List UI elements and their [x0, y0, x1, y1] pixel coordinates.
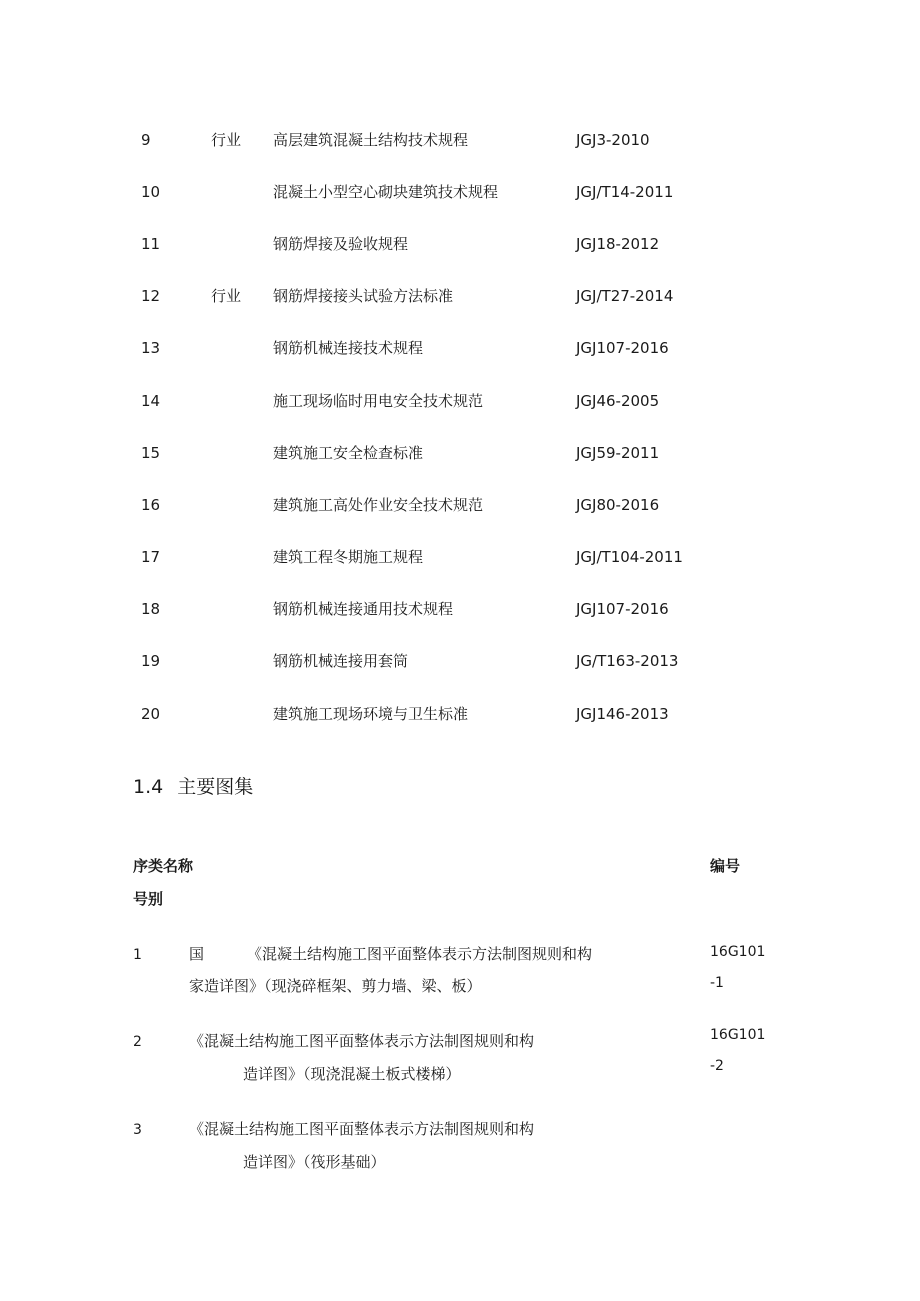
standard-code: JGJ/T27-2014	[576, 287, 674, 305]
standard-title: 建筑施工现场环境与卫生标准	[273, 705, 469, 723]
standard-number: 10	[141, 183, 161, 201]
atlas-code-line2: -1	[710, 975, 724, 991]
standard-row	[0, 490, 920, 520]
standard-title: 钢筋机械连接技术规程	[273, 339, 424, 357]
standard-code: JGJ107-2016	[576, 600, 669, 618]
standard-row	[0, 177, 920, 207]
standard-number: 19	[141, 652, 161, 670]
section-heading	[133, 773, 253, 801]
standard-number: 17	[141, 548, 161, 566]
section-title: 主要图集	[177, 776, 254, 798]
standard-number: 9	[141, 131, 151, 149]
standard-code: JGJ80-2016	[576, 496, 660, 514]
standard-row	[0, 542, 920, 572]
standard-number: 14	[141, 392, 161, 410]
standard-code: JGJ18-2012	[576, 235, 660, 253]
atlas-code-line1: 16G101	[710, 1027, 766, 1043]
standard-number: 15	[141, 444, 161, 462]
atlas-header-line2: 号别	[133, 890, 164, 908]
standard-title: 钢筋机械连接通用技术规程	[273, 600, 454, 618]
atlas-title-line1: 《混凝土结构施工图平面整体表示方法制图规则和构	[247, 945, 593, 963]
standard-title: 钢筋机械连接用套筒	[273, 652, 409, 670]
standard-number: 20	[141, 705, 161, 723]
standard-category: 行业	[211, 287, 242, 305]
standard-title: 高层建筑混凝土结构技术规程	[273, 131, 469, 149]
atlas-number: 3	[133, 1122, 142, 1138]
standard-number: 16	[141, 496, 161, 514]
standard-row	[0, 333, 920, 363]
standard-title: 钢筋焊接及验收规程	[273, 235, 409, 253]
standard-row	[0, 386, 920, 416]
atlas-category: 国	[189, 945, 205, 963]
atlas-title-line2: 造详图》（筏形基础）	[243, 1153, 386, 1171]
atlas-header-code: 编号	[710, 857, 741, 875]
standard-code: JGJ107-2016	[576, 339, 669, 357]
atlas-title-line1: 《混凝土结构施工图平面整体表示方法制图规则和构	[189, 1032, 535, 1050]
standard-code: JGJ/T14-2011	[576, 183, 674, 201]
standard-row	[0, 229, 920, 259]
atlas-number: 2	[133, 1034, 142, 1050]
standard-row	[0, 438, 920, 468]
standard-row	[0, 281, 920, 311]
atlas-code-line2: -2	[710, 1058, 724, 1074]
standard-row	[0, 125, 920, 155]
standard-code: JGJ46-2005	[576, 392, 660, 410]
standard-title: 施工现场临时用电安全技术规范	[273, 392, 484, 410]
standard-number: 12	[141, 287, 161, 305]
atlas-title-line2: 造详图》（现浇混凝土板式楼梯）	[243, 1065, 461, 1083]
standard-row	[0, 646, 920, 676]
atlas-title-line2: 家造详图》（现浇碎框架、剪力墙、梁、板）	[189, 977, 482, 995]
atlas-header-line1: 序类名称	[133, 857, 194, 875]
standard-title: 建筑工程冬期施工规程	[273, 548, 424, 566]
standard-title: 建筑施工安全检查标准	[273, 444, 424, 462]
standard-code: JG/T163-2013	[576, 652, 679, 670]
standard-title: 建筑施工高处作业安全技术规范	[273, 496, 484, 514]
atlas-title-line1: 《混凝土结构施工图平面整体表示方法制图规则和构	[189, 1120, 535, 1138]
standard-code: JGJ146-2013	[576, 705, 669, 723]
standard-row	[0, 594, 920, 624]
standard-category: 行业	[211, 131, 242, 149]
standard-title: 混凝土小型空心砌块建筑技术规程	[273, 183, 499, 201]
standard-number: 11	[141, 235, 161, 253]
standard-code: JGJ3-2010	[576, 131, 650, 149]
standard-code: JGJ59-2011	[576, 444, 660, 462]
section-number: 1.4	[133, 776, 164, 798]
standard-number: 18	[141, 600, 161, 618]
atlas-number: 1	[133, 947, 142, 963]
standard-number: 13	[141, 339, 161, 357]
standard-title: 钢筋焊接接头试验方法标准	[273, 287, 454, 305]
standard-code: JGJ/T104-2011	[576, 548, 683, 566]
atlas-code-line1: 16G101	[710, 944, 766, 960]
standard-row	[0, 699, 920, 729]
